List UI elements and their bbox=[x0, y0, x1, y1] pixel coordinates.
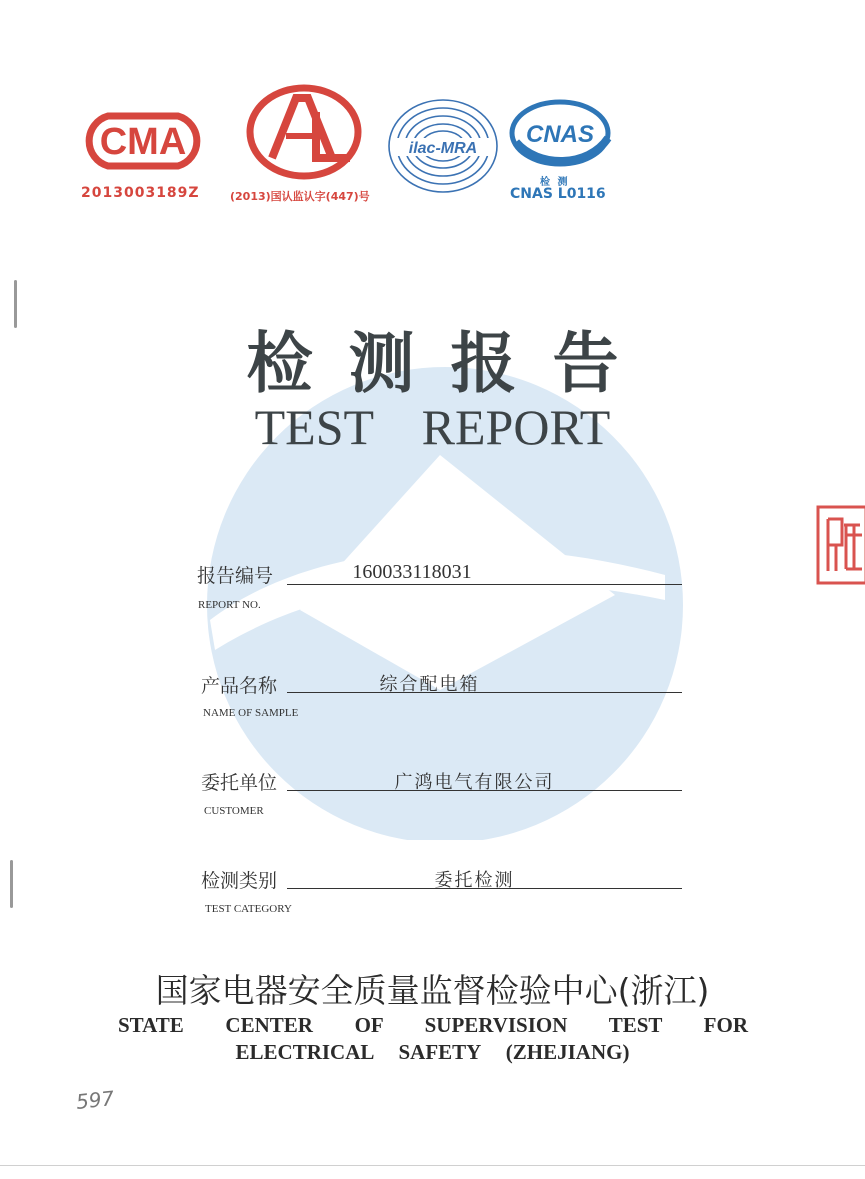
sample-name-label-en: NAME OF SAMPLE bbox=[203, 707, 299, 719]
customer-value: 广鸿电气有限公司 bbox=[394, 772, 555, 793]
cal-caption: (2013)国认监认字(447)号 bbox=[230, 190, 370, 203]
report-no-value: 160033118031 bbox=[352, 561, 472, 583]
report-no-underline bbox=[287, 584, 682, 585]
handwritten-note: 597 bbox=[74, 1086, 116, 1114]
customer-label: 委托单位 bbox=[201, 772, 278, 794]
report-title-en: TEST REPORT bbox=[254, 399, 611, 455]
report-title-cn: 检测报告 bbox=[246, 324, 655, 402]
cnas-mark: CNAS bbox=[525, 121, 595, 148]
sample-name-label: 产品名称 bbox=[201, 675, 278, 697]
test-category-label-en: TEST CATEGORY bbox=[205, 903, 292, 915]
binding-mark-top bbox=[14, 280, 17, 328]
test-category-value: 委托检测 bbox=[434, 870, 515, 891]
cnas-logo bbox=[508, 98, 613, 168]
ilac-mra-logo bbox=[386, 96, 501, 196]
ilac-mark: ilac-MRA bbox=[408, 140, 478, 157]
cal-logo bbox=[246, 84, 364, 184]
report-no-label-en: REPORT NO. bbox=[198, 599, 261, 611]
binding-mark-bottom bbox=[10, 860, 13, 908]
center-name-en-line1: STATE CENTER OF SUPERVISION TEST FOR bbox=[118, 1013, 748, 1037]
cma-mark: CMA bbox=[99, 121, 187, 163]
cnas-caption: 检 测 bbox=[540, 177, 570, 188]
customer-label-en: CUSTOMER bbox=[204, 805, 264, 817]
cnas-number: CNAS L0116 bbox=[510, 186, 606, 202]
report-no-label: 报告编号 bbox=[197, 565, 274, 587]
test-category-label: 检测类别 bbox=[201, 870, 278, 892]
sample-name-value: 综合配电箱 bbox=[379, 674, 480, 695]
red-seal-stamp bbox=[816, 505, 865, 585]
cma-logo bbox=[80, 110, 206, 172]
cma-number: 2013003189Z bbox=[81, 185, 200, 201]
scan-bottom-edge bbox=[0, 1165, 865, 1166]
center-name-en-line2: ELECTRICAL SAFETY (ZHEJIANG) bbox=[235, 1040, 630, 1064]
center-name-cn: 国家电器安全质量监督检验中心(浙江) bbox=[155, 971, 710, 1010]
